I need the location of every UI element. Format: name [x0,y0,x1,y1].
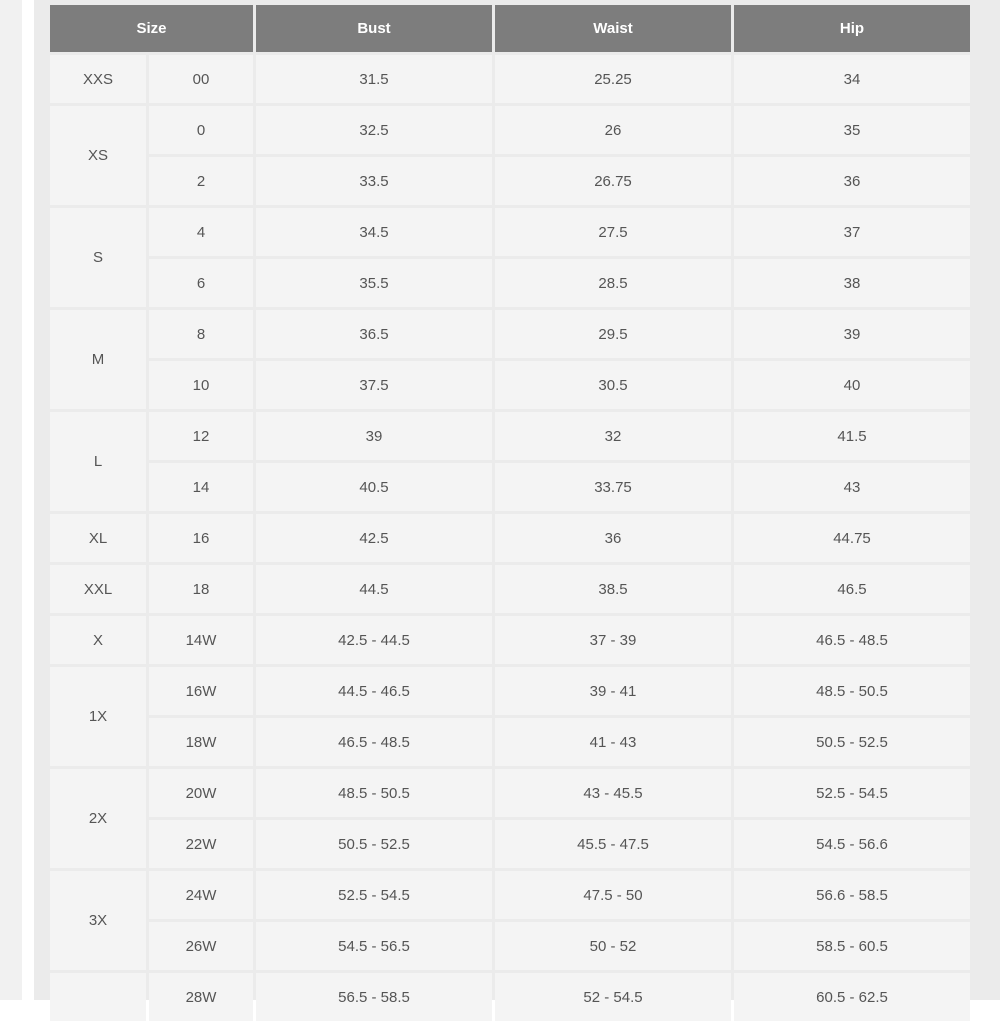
bust-cell: 36.5 [256,310,492,358]
size-number-cell: 18 [149,565,253,613]
size-label-cell: 2X [50,769,146,868]
table-row [50,718,970,766]
size-number-cell: 10 [149,361,253,409]
waist-cell: 36 [495,514,731,562]
waist-cell: 41 - 43 [495,718,731,766]
table-row [50,412,970,460]
hip-cell: 44.75 [734,514,970,562]
hip-cell: 50.5 - 52.5 [734,718,970,766]
bust-cell: 37.5 [256,361,492,409]
table-row [50,565,970,613]
size-number-cell: 18W [149,718,253,766]
bust-cell: 52.5 - 54.5 [256,871,492,919]
size-label-cell: XS [50,106,146,205]
bust-cell: 46.5 - 48.5 [256,718,492,766]
hip-cell: 36 [734,157,970,205]
size-number-cell: 8 [149,310,253,358]
size-number-cell: 2 [149,157,253,205]
bust-cell: 40.5 [256,463,492,511]
bust-cell: 33.5 [256,157,492,205]
waist-cell: 39 - 41 [495,667,731,715]
hip-cell: 56.6 - 58.5 [734,871,970,919]
size-number-cell: 16W [149,667,253,715]
waist-cell: 26 [495,106,731,154]
size-number-cell: 14W [149,616,253,664]
table-row [50,55,970,103]
hip-cell: 48.5 - 50.5 [734,667,970,715]
table-row [50,157,970,205]
waist-header: Waist [495,5,731,52]
waist-cell: 47.5 - 50 [495,871,731,919]
waist-cell: 30.5 [495,361,731,409]
size-number-cell: 4 [149,208,253,256]
table-row [50,514,970,562]
hip-cell: 54.5 - 56.6 [734,820,970,868]
hip-cell: 46.5 [734,565,970,613]
hip-cell: 43 [734,463,970,511]
size-number-cell: 00 [149,55,253,103]
size-label-cell: X [50,616,146,664]
hip-cell: 38 [734,259,970,307]
waist-cell: 26.75 [495,157,731,205]
waist-cell: 33.75 [495,463,731,511]
waist-cell: 25.25 [495,55,731,103]
table-row [50,310,970,358]
table-row [50,616,970,664]
bust-cell: 42.5 - 44.5 [256,616,492,664]
table-row [50,769,970,817]
waist-cell: 27.5 [495,208,731,256]
table-row [50,922,970,970]
hip-cell: 37 [734,208,970,256]
hip-cell: 46.5 - 48.5 [734,616,970,664]
bust-cell: 31.5 [256,55,492,103]
size-number-cell: 22W [149,820,253,868]
bust-cell: 56.5 - 58.5 [256,973,492,1021]
bust-cell: 44.5 - 46.5 [256,667,492,715]
size-number-cell: 14 [149,463,253,511]
hip-cell: 35 [734,106,970,154]
hip-cell: 58.5 - 60.5 [734,922,970,970]
bust-cell: 39 [256,412,492,460]
size-label-cell: XXL [50,565,146,613]
left-margin [0,0,22,1000]
waist-cell: 52 - 54.5 [495,973,731,1021]
table-row [50,667,970,715]
table-row [50,973,970,1021]
waist-cell: 50 - 52 [495,922,731,970]
size-label-cell: M [50,310,146,409]
bust-cell: 54.5 - 56.5 [256,922,492,970]
hip-cell: 60.5 - 62.5 [734,973,970,1021]
bust-cell: 50.5 - 52.5 [256,820,492,868]
header-row [50,5,970,52]
size-label-cell: 3X [50,871,146,970]
table-row [50,463,970,511]
size-chart-table [47,2,973,1024]
size-label-cell: XL [50,514,146,562]
hip-cell: 40 [734,361,970,409]
size-chart-body [50,55,970,1021]
size-number-cell: 24W [149,871,253,919]
bust-cell: 44.5 [256,565,492,613]
table-row [50,871,970,919]
size-number-cell: 26W [149,922,253,970]
size-number-cell: 16 [149,514,253,562]
size-number-cell: 0 [149,106,253,154]
size-number-cell: 28W [149,973,253,1021]
table-row [50,208,970,256]
bust-cell: 42.5 [256,514,492,562]
table-row [50,106,970,154]
size-label-cell: XXS [50,55,146,103]
hip-cell: 52.5 - 54.5 [734,769,970,817]
waist-cell: 29.5 [495,310,731,358]
size-number-cell: 12 [149,412,253,460]
size-header: Size [50,5,253,52]
hip-cell: 39 [734,310,970,358]
waist-cell: 32 [495,412,731,460]
waist-cell: 45.5 - 47.5 [495,820,731,868]
bust-header: Bust [256,5,492,52]
size-label-cell [50,973,146,1021]
size-label-cell: 1X [50,667,146,766]
size-number-cell: 20W [149,769,253,817]
table-row [50,820,970,868]
waist-cell: 37 - 39 [495,616,731,664]
bust-cell: 35.5 [256,259,492,307]
waist-cell: 43 - 45.5 [495,769,731,817]
waist-cell: 38.5 [495,565,731,613]
waist-cell: 28.5 [495,259,731,307]
hip-header: Hip [734,5,970,52]
size-number-cell: 6 [149,259,253,307]
bust-cell: 32.5 [256,106,492,154]
bust-cell: 48.5 - 50.5 [256,769,492,817]
size-label-cell: L [50,412,146,511]
hip-cell: 34 [734,55,970,103]
bust-cell: 34.5 [256,208,492,256]
table-row [50,259,970,307]
hip-cell: 41.5 [734,412,970,460]
table-row [50,361,970,409]
size-label-cell: S [50,208,146,307]
